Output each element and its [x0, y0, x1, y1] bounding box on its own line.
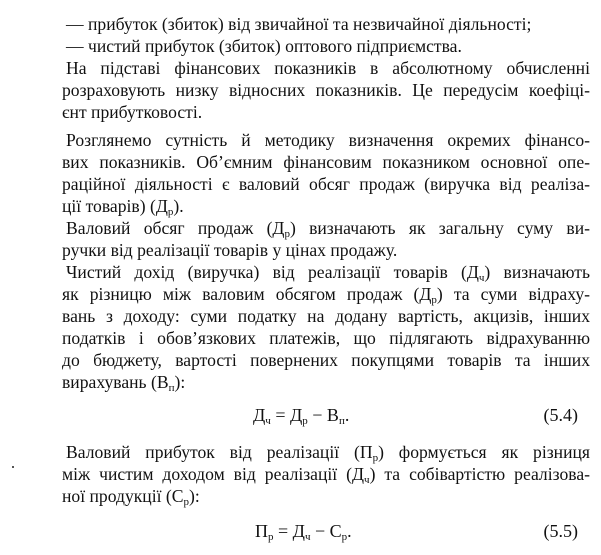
- equation-number: (5.4): [543, 405, 578, 425]
- subscript: п: [168, 382, 175, 394]
- formula-5-4: [0, 405, 601, 429]
- text-run: Валовий обсяг продаж (Д: [66, 218, 285, 238]
- text-run: ції товарів) (Д: [62, 196, 168, 216]
- text-run: ):: [188, 486, 200, 506]
- formula-symbol: − С: [310, 521, 342, 541]
- paragraph-line: вань з доходу: суми податку на додану вартість, акцизів, інших: [62, 306, 590, 326]
- subscript: р: [183, 496, 189, 508]
- formula-subscript: п: [338, 415, 345, 427]
- paragraph-line: Розглянемо сутність й методику визначення окремих фінансо-: [66, 130, 590, 150]
- formula-symbol: = Д: [273, 521, 305, 541]
- paragraph-line: єнт прибутковості.: [62, 102, 203, 122]
- subscript: ч: [364, 474, 370, 486]
- text-run: Чистий дохід (виручка) від реалізації товарів (Д: [66, 262, 479, 282]
- paragraph-line: [62, 284, 590, 306]
- paragraph-line: розраховують низку відносних показників. Це передусім коефіці-: [62, 80, 590, 100]
- formula-expression: [253, 405, 349, 427]
- paragraph-line: На підставі фінансових показників в абсолютному обчисленні: [66, 58, 590, 78]
- paragraph-line: [62, 196, 590, 218]
- paragraph-line: податків і обов’язкових платежів, що підлягають відрахуванню: [62, 328, 590, 348]
- formula-symbol: .: [344, 405, 350, 425]
- formula-expression: [255, 521, 352, 543]
- formula-subscript: р: [341, 531, 348, 543]
- text-run: Валовий прибуток від реалізації (П: [66, 442, 373, 462]
- formula-symbol: = Д: [270, 405, 303, 425]
- subscript: р: [372, 452, 379, 464]
- formula-5-5: [0, 521, 601, 545]
- formula-symbol: П: [255, 521, 268, 541]
- formula-subscript: ч: [304, 531, 311, 543]
- text-run: ) та собівартістю реалізова-: [369, 464, 590, 484]
- text-run: як різницю між валовим обсягом продаж (Д: [62, 284, 432, 304]
- paragraph-line: [62, 486, 590, 508]
- text-run: ) визначають як загальну суму ви-: [289, 218, 590, 238]
- formula-subscript: р: [302, 415, 308, 427]
- paragraph-line: [62, 372, 590, 394]
- subscript: ч: [478, 272, 485, 284]
- text-run: між чистим доходом від реалізації (Д: [62, 464, 365, 484]
- text-run: ):: [174, 372, 186, 392]
- subscript: р: [167, 206, 174, 218]
- subscript: р: [431, 294, 437, 306]
- list-item-profit: — прибуток (збиток) від звичайної та незвичайної діяльності;: [66, 14, 532, 34]
- text-run: ).: [173, 196, 184, 216]
- formula-subscript: ч: [265, 415, 271, 427]
- paragraph-line: ручки від реалізації товарів у цінах продажу.: [62, 240, 398, 260]
- paragraph-line: вих показників. Об’ємним фінансовим показником основної опе-: [62, 152, 590, 172]
- paragraph-line: [66, 442, 590, 464]
- equation-number: (5.5): [543, 521, 578, 541]
- text-run: ) формується як різниця: [378, 442, 590, 462]
- text-run: ) та суми відраху-: [436, 284, 590, 304]
- formula-symbol: .: [347, 521, 352, 541]
- text-run: ) визначають: [484, 262, 590, 282]
- formula-subscript: р: [268, 531, 274, 543]
- paragraph-line: [66, 262, 590, 284]
- subscript: р: [284, 228, 290, 240]
- list-item-net-profit: — чистий прибуток (збиток) оптового підприємства.: [66, 36, 462, 56]
- formula-symbol: Д: [253, 405, 266, 425]
- paragraph-line: до бюджету, вартості повернених покупцями товарів та інших: [62, 350, 590, 370]
- paragraph-line: [62, 464, 590, 486]
- text-run: вирахувань (В: [62, 372, 169, 392]
- scan-speck: [12, 466, 14, 468]
- paragraph-line: [66, 218, 590, 240]
- formula-symbol: − В: [307, 405, 339, 425]
- text-run: ної продукції (С: [62, 486, 184, 506]
- paragraph-line: раційної діяльності є валовий обсяг продаж (виручка від реаліза-: [62, 174, 590, 194]
